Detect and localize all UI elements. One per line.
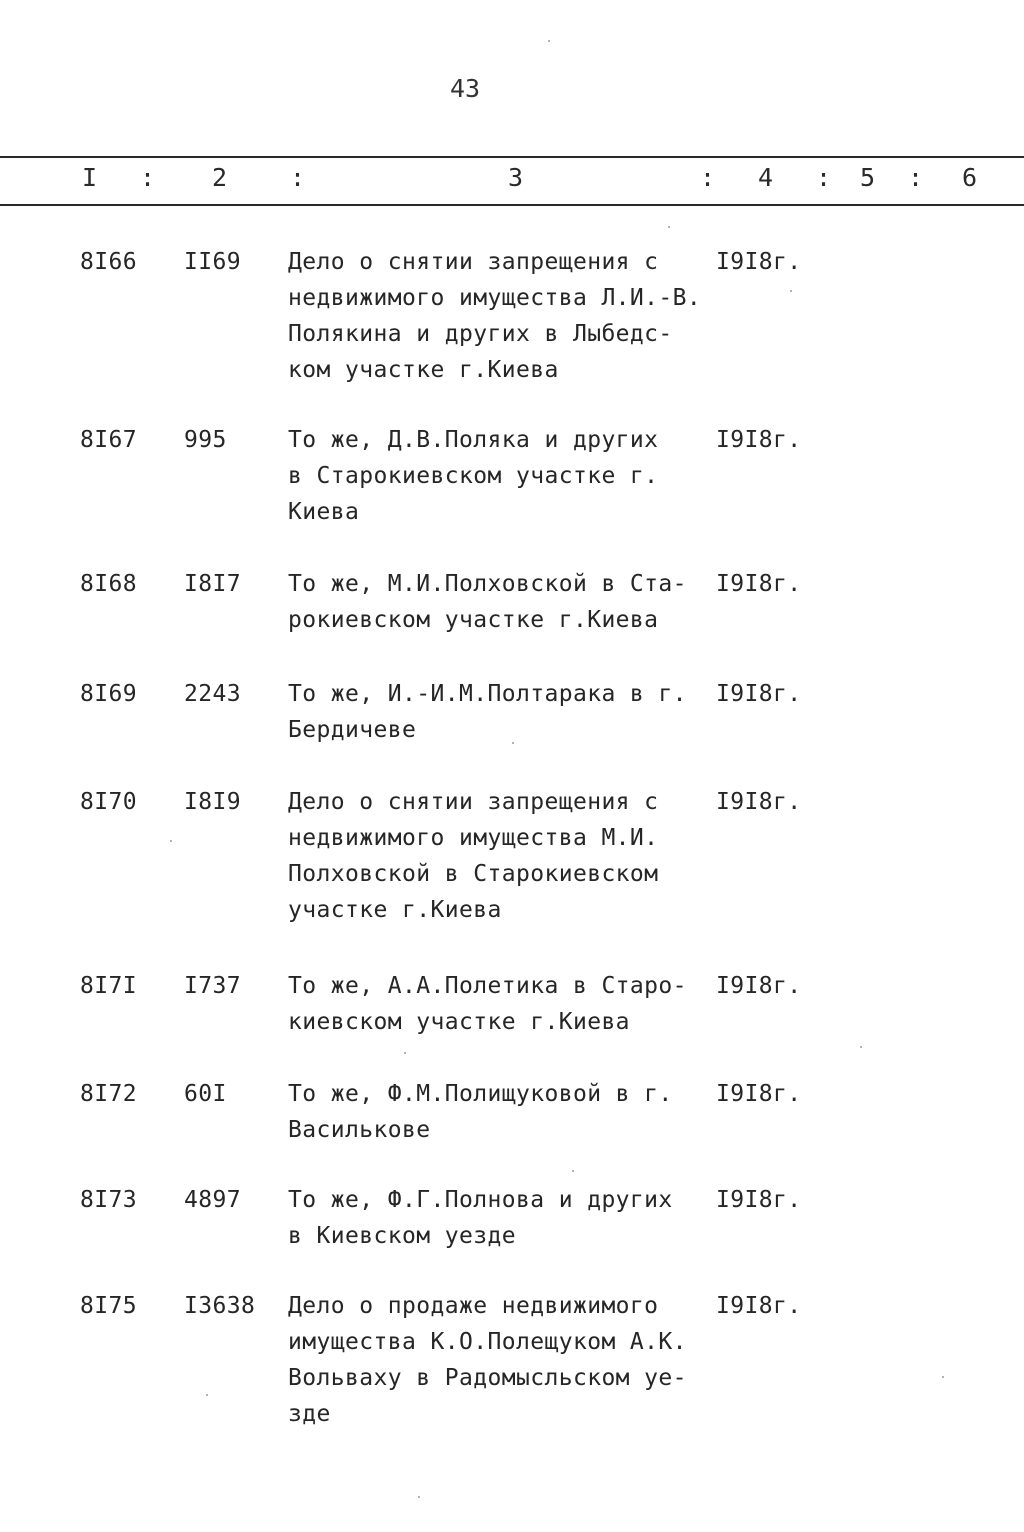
record-title [288,784,658,928]
record-title [288,676,687,748]
sheet-count: 4897 [184,1187,241,1213]
column-separator: : [700,163,716,192]
record-number: 8I70 [80,789,137,815]
record-number: 8I66 [80,249,137,275]
sheet-count: I8I9 [184,789,241,815]
record-title [288,1288,687,1432]
sheet-count: I3638 [184,1293,256,1319]
record-title-line: недвижимого имущества М.И. [288,825,659,851]
scan-speck [548,40,550,42]
record-title-line: Вольваху в Радомысльском уе- [288,1365,687,1391]
record-year: I9I8г. [716,681,802,707]
record-year: I9I8г. [716,1187,802,1213]
record-number: 8I72 [80,1081,137,1107]
record-title-line: То же, Д.В.Поляка и других [288,427,659,453]
sheet-count: 995 [184,427,227,453]
record-title-line: недвижимого имущества Л.И.-В. [288,285,702,311]
record-year: I9I8г. [716,571,802,597]
record-year: I9I8г. [716,249,802,275]
record-title [288,1182,673,1254]
column-header-6: 6 [962,163,978,192]
header-rule-bottom [0,204,1024,206]
column-separator: : [908,163,924,192]
record-title-line: Полякина и других в Лыбедс- [288,321,673,347]
record-title-line: зде [288,1401,331,1427]
scan-speck [668,226,670,228]
record-title [288,968,687,1040]
scan-speck [572,1170,574,1172]
record-year: I9I8г. [716,1081,802,1107]
sheet-count: II69 [184,249,241,275]
sheet-count: 2243 [184,681,241,707]
record-title-line: То же, Ф.М.Полищуковой в г. [288,1081,673,1107]
record-title-line: ком участке г.Киева [288,357,559,383]
record-title-line: Дело о продаже недвижимого [288,1293,659,1319]
record-title-line: То же, А.А.Полетика в Старо- [288,973,687,999]
scan-speck [512,742,514,744]
scan-speck [170,840,172,842]
column-header-1: I [82,163,98,192]
column-header-2: 2 [212,163,228,192]
column-header-5: 5 [860,163,876,192]
record-title [288,422,658,530]
record-title-line: Полховской в Старокиевском [288,861,659,887]
record-number: 8I75 [80,1293,137,1319]
record-title-line: участке г.Киева [288,897,502,923]
record-year: I9I8г. [716,973,802,999]
scan-speck [942,1376,944,1378]
record-title-line: киевском участке г.Киева [288,1009,630,1035]
sheet-count: I8I7 [184,571,241,597]
record-title [288,1076,673,1148]
record-title-line: То же, И.-И.М.Полтарака в г. [288,681,687,707]
record-title-line: Дело о снятии запрещения с [288,789,659,815]
column-header-4: 4 [758,163,774,192]
record-number: 8I68 [80,571,137,597]
record-title-line: Дело о снятии запрещения с [288,249,659,275]
record-title-line: Киева [288,499,360,525]
record-number: 8I73 [80,1187,137,1213]
record-title-line: имущества К.О.Полещуком А.К. [288,1329,687,1355]
record-title-line: Василькове [288,1117,431,1143]
record-title [288,566,687,638]
record-number: 8I7I [80,973,137,999]
record-title-line: в Киевском уезде [288,1223,516,1249]
record-title [288,244,701,388]
record-year: I9I8г. [716,427,802,453]
record-title-line: в Старокиевском участке г. [288,463,659,489]
record-year: I9I8г. [716,789,802,815]
scan-speck [418,1496,420,1498]
record-title-line: То же, Ф.Г.Полнова и других [288,1187,673,1213]
record-year: I9I8г. [716,1293,802,1319]
record-title-line: рокиевском участке г.Киева [288,607,659,633]
scan-speck [206,1394,208,1396]
record-number: 8I69 [80,681,137,707]
record-number: 8I67 [80,427,137,453]
column-separator: : [140,163,156,192]
column-separator: : [816,163,832,192]
header-rule-top [0,156,1024,158]
scan-speck [404,1052,406,1054]
sheet-count: I737 [184,973,241,999]
record-title-line: То же, М.И.Полховской в Ста- [288,571,687,597]
column-header-3: 3 [508,163,524,192]
sheet-count: 60I [184,1081,227,1107]
record-title-line: Бердичеве [288,717,417,743]
scan-speck [860,1046,862,1048]
scan-speck [790,290,792,292]
page-number: 43 [449,74,481,103]
column-separator: : [290,163,306,192]
